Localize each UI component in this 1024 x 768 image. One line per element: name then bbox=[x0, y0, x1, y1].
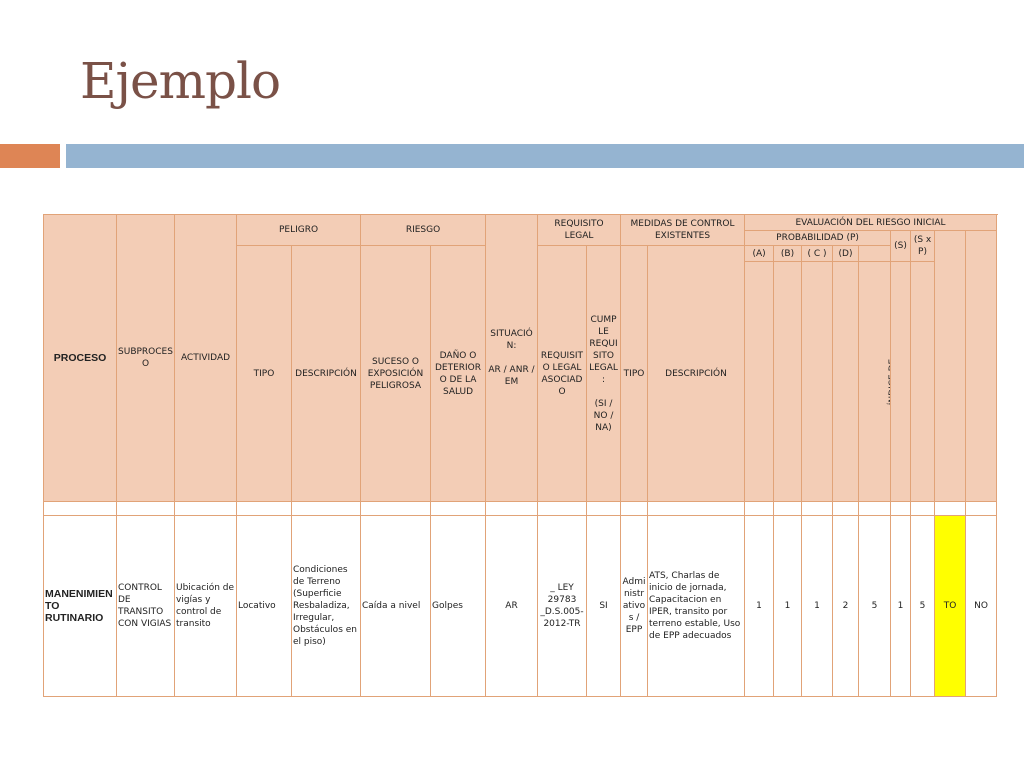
header-medidas-descripcion: DESCRIPCIÓN bbox=[648, 246, 745, 502]
header-requisito-legal: REQUISITO LEGAL bbox=[538, 215, 621, 246]
cell-situacion: AR bbox=[486, 516, 538, 697]
spacer-row bbox=[44, 502, 997, 516]
header-indice-severidad bbox=[891, 262, 911, 502]
header-interpretacion bbox=[935, 231, 966, 502]
header-proceso: PROCESO bbox=[44, 215, 117, 502]
header-valor-nivel bbox=[911, 262, 935, 502]
header-cumple: CUMPLE REQUISITO LEGAL: (SI / NO / NA) bbox=[587, 246, 621, 502]
header-evaluacion-riesgo: EVALUACIÓN DEL RIESGO INICIAL bbox=[745, 215, 997, 231]
header-medidas-control: MEDIDAS DE CONTROL EXISTENTES bbox=[621, 215, 745, 246]
header-sxp: (S x P) bbox=[911, 231, 935, 262]
header-indice-probabilidad bbox=[859, 262, 891, 502]
header-indice-tiempo bbox=[833, 262, 859, 502]
header-col-blank bbox=[859, 246, 891, 262]
header-col-a: (A) bbox=[745, 246, 774, 262]
header-peligro: PELIGRO bbox=[237, 215, 361, 246]
cell-medidas-descripcion: ATS, Charlas de inicio de jornada, Capacitacion en IPER, transito por terreno estable, Uso de EPP adecuados bbox=[648, 516, 745, 697]
cell-suceso: Caída a nivel bbox=[361, 516, 431, 697]
header-indice-probabilidad-text: ÍNDICE DE bbox=[888, 358, 891, 405]
header-col-b: (B) bbox=[774, 246, 802, 262]
header-requisito-asociado: REQUISITO LEGAL ASOCIADO bbox=[538, 246, 587, 502]
cell-significancia: NO bbox=[966, 516, 997, 697]
slide-title: Ejemplo bbox=[80, 52, 281, 110]
cell-proceso: MANENIMIENTO RUTINARIO bbox=[44, 516, 117, 697]
header-significancia bbox=[966, 231, 997, 502]
header-descripcion: DESCRIPCIÓN bbox=[292, 246, 361, 502]
header-situacion: SITUACIÓN: AR / ANR / EM bbox=[486, 215, 538, 502]
cell-cumple: SI bbox=[587, 516, 621, 697]
cell-c: 1 bbox=[802, 516, 833, 697]
header-indice-capacitacion bbox=[802, 262, 833, 502]
cell-severidad: 1 bbox=[891, 516, 911, 697]
cell-interpretacion: TO bbox=[935, 516, 966, 697]
header-indice-medidas bbox=[774, 262, 802, 502]
cell-dano: Golpes bbox=[431, 516, 486, 697]
cell-probabilidad: 5 bbox=[859, 516, 891, 697]
header-actividad: ACTIVIDAD bbox=[175, 215, 237, 502]
cell-tipo: Locativo bbox=[237, 516, 292, 697]
header-subproceso: SUBPROCESO bbox=[117, 215, 175, 502]
cell-subproceso: CONTROL DE TRANSITO CON VIGIAS bbox=[117, 516, 175, 697]
header-riesgo: RIESGO bbox=[361, 215, 486, 246]
header-s: (S) bbox=[891, 231, 911, 262]
header-medidas-tipo: TIPO bbox=[621, 246, 648, 502]
header-col-c: ( C ) bbox=[802, 246, 833, 262]
cell-medidas-tipo: Administrativos / EPP bbox=[621, 516, 648, 697]
cell-actividad: Ubicación de vigías y control de transito bbox=[175, 516, 237, 697]
cell-descripcion: Condiciones de Terreno (Superficie Resbaladiza, Irregular, Obstáculos en el piso) bbox=[292, 516, 361, 697]
header-col-d: (D) bbox=[833, 246, 859, 262]
cell-b: 1 bbox=[774, 516, 802, 697]
cell-valor: 5 bbox=[911, 516, 935, 697]
cell-a: 1 bbox=[745, 516, 774, 697]
header-suceso: SUCESO O EXPOSICIÓN PELIGROSA bbox=[361, 246, 431, 502]
cell-d: 2 bbox=[833, 516, 859, 697]
table-row bbox=[44, 516, 997, 697]
accent-bar-orange bbox=[0, 144, 60, 168]
header-tipo: TIPO bbox=[237, 246, 292, 502]
risk-matrix-table bbox=[43, 214, 997, 697]
header-probabilidad: PROBABILIDAD (P) bbox=[745, 231, 891, 246]
accent-bar-blue bbox=[66, 144, 1024, 168]
cell-requisito: _ LEY 29783 _D.S.005-2012-TR bbox=[538, 516, 587, 697]
header-dano: DAÑO O DETERIORO DE LA SALUD bbox=[431, 246, 486, 502]
header-indice-personas bbox=[745, 262, 774, 502]
